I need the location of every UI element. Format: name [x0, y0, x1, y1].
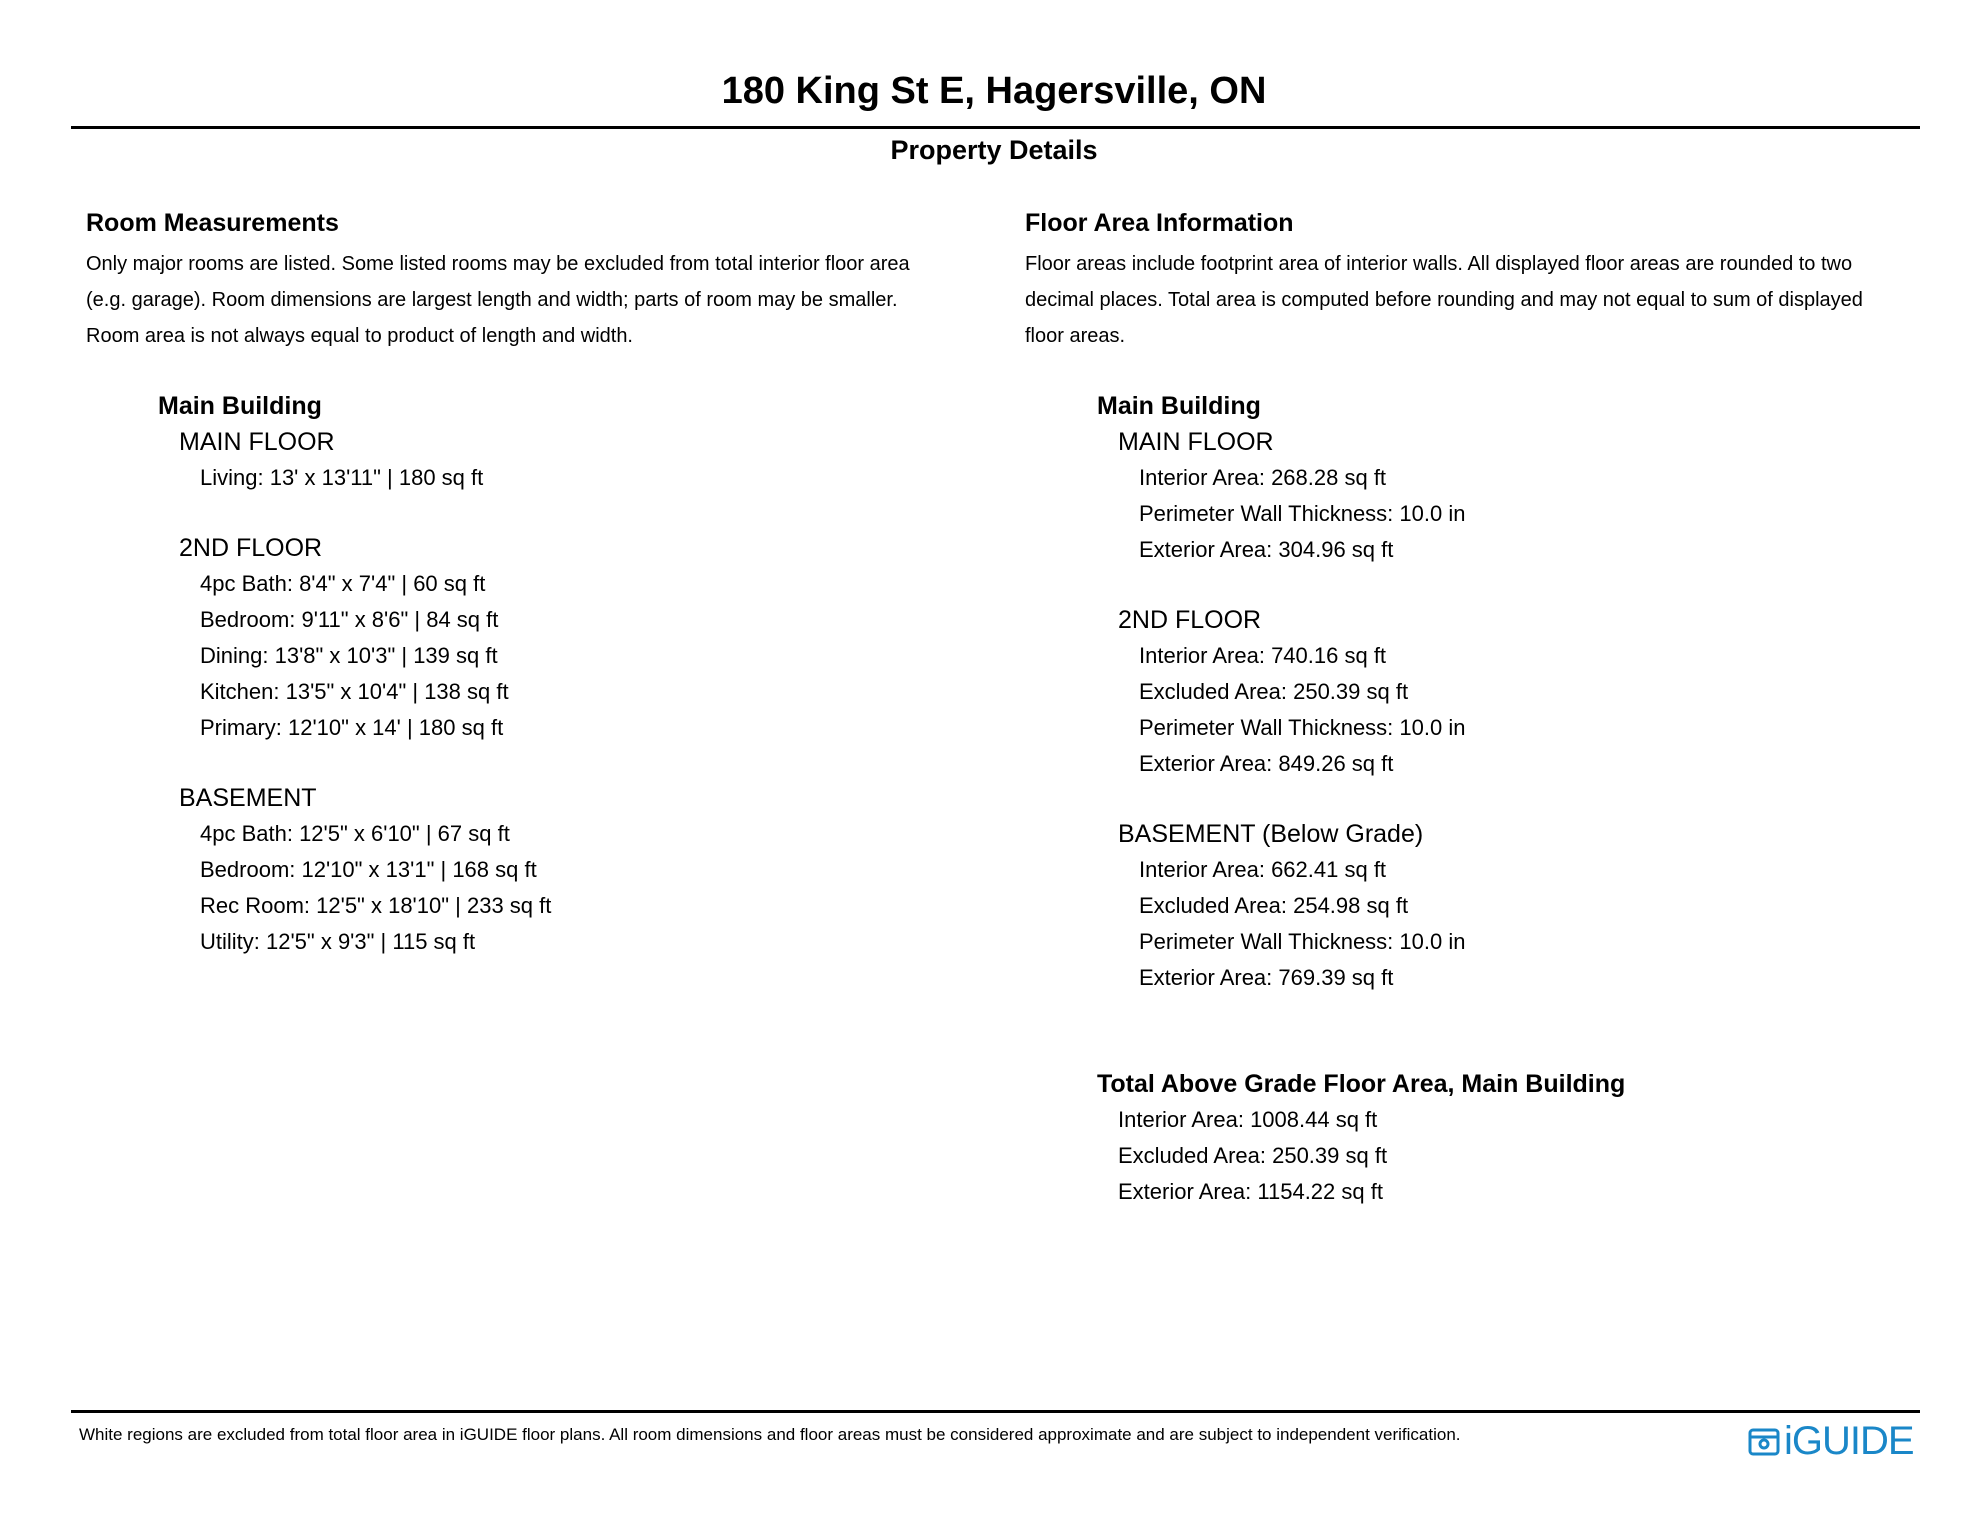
intro-line: Only major rooms are listed. Some listed rooms may be excluded from total interior floor area — [86, 253, 910, 275]
area-line: Exterior Area: 769.39 sq ft — [1139, 965, 1394, 990]
room-line: 4pc Bath: 8'4" x 7'4" | 60 sq ft — [200, 571, 486, 596]
floor-heading: 2ND FLOOR — [179, 534, 323, 562]
room-measurements-section — [86, 208, 986, 960]
room-line: 4pc Bath: 12'5" x 6'10" | 67 sq ft — [200, 821, 510, 846]
area-line: Interior Area: 268.28 sq ft — [1139, 465, 1387, 490]
floor-heading: BASEMENT (Below Grade) — [1118, 820, 1424, 848]
intro-line: Floor areas include footprint area of interior walls. All displayed floor areas are rounded to two — [1025, 253, 1853, 275]
floor-area-intro — [1025, 246, 1945, 354]
intro-line: floor areas. — [1025, 325, 1126, 347]
area-line: Interior Area: 662.41 sq ft — [1139, 857, 1387, 882]
floor-heading: MAIN FLOOR — [179, 428, 335, 456]
room-line: Primary: 12'10" x 14' | 180 sq ft — [200, 715, 504, 740]
room-line: Bedroom: 9'11" x 8'6" | 84 sq ft — [200, 607, 499, 632]
total-area-line: Interior Area: 1008.44 sq ft — [1118, 1107, 1378, 1132]
footer-disclaimer: White regions are excluded from total floor area in iGUIDE floor plans. All room dimensions and floor areas must be considered approximate and are subject to independent verification. — [79, 1425, 1461, 1444]
intro-line: (e.g. garage). Room dimensions are largest length and width; parts of room may be smaller. — [86, 289, 898, 311]
room-line: Living: 13' x 13'11" | 180 sq ft — [200, 465, 484, 490]
floor-heading: BASEMENT — [179, 784, 317, 812]
total-area-line: Excluded Area: 250.39 sq ft — [1118, 1143, 1388, 1168]
logo-text: iGUIDE — [1784, 1418, 1914, 1463]
room-line: Dining: 13'8" x 10'3" | 139 sq ft — [200, 643, 498, 668]
intro-line: Room area is not always equal to product of length and width. — [86, 325, 633, 347]
floor-heading: 2ND FLOOR — [1118, 606, 1262, 634]
iguide-logo — [1748, 1420, 1914, 1462]
camera-icon — [1748, 1425, 1780, 1457]
room-line: Kitchen: 13'5" x 10'4" | 138 sq ft — [200, 679, 509, 704]
footer-rule — [71, 1410, 1920, 1413]
floor-area-section — [1025, 208, 1945, 1210]
total-area-line: Exterior Area: 1154.22 sq ft — [1118, 1179, 1383, 1204]
floor-area-title: Floor Area Information — [1025, 209, 1294, 237]
room-line: Bedroom: 12'10" x 13'1" | 168 sq ft — [200, 857, 537, 882]
page-title: 180 King St E, Hagersville, ON — [721, 70, 1267, 112]
room-measurements-title: Room Measurements — [86, 209, 339, 237]
floor-heading: MAIN FLOOR — [1118, 428, 1274, 456]
intro-line: decimal places. Total area is computed before rounding and may not equal to sum of displayed — [1025, 289, 1863, 311]
room-line: Utility: 12'5" x 9'3" | 115 sq ft — [200, 929, 476, 954]
header-rule — [71, 126, 1920, 129]
room-line: Rec Room: 12'5" x 18'10" | 233 sq ft — [200, 893, 552, 918]
area-line: Exterior Area: 849.26 sq ft — [1139, 751, 1394, 776]
page-subtitle: Property Details — [890, 135, 1098, 165]
area-line: Perimeter Wall Thickness: 10.0 in — [1139, 715, 1466, 740]
building-heading: Main Building — [1097, 392, 1261, 420]
area-line: Interior Area: 740.16 sq ft — [1139, 643, 1387, 668]
area-line: Perimeter Wall Thickness: 10.0 in — [1139, 929, 1466, 954]
room-measurements-intro — [86, 246, 986, 354]
area-line: Perimeter Wall Thickness: 10.0 in — [1139, 501, 1466, 526]
area-line: Excluded Area: 254.98 sq ft — [1139, 893, 1409, 918]
area-line: Exterior Area: 304.96 sq ft — [1139, 537, 1394, 562]
area-line: Excluded Area: 250.39 sq ft — [1139, 679, 1409, 704]
building-heading: Main Building — [158, 392, 322, 420]
total-area-heading: Total Above Grade Floor Area, Main Building — [1097, 1070, 1626, 1098]
